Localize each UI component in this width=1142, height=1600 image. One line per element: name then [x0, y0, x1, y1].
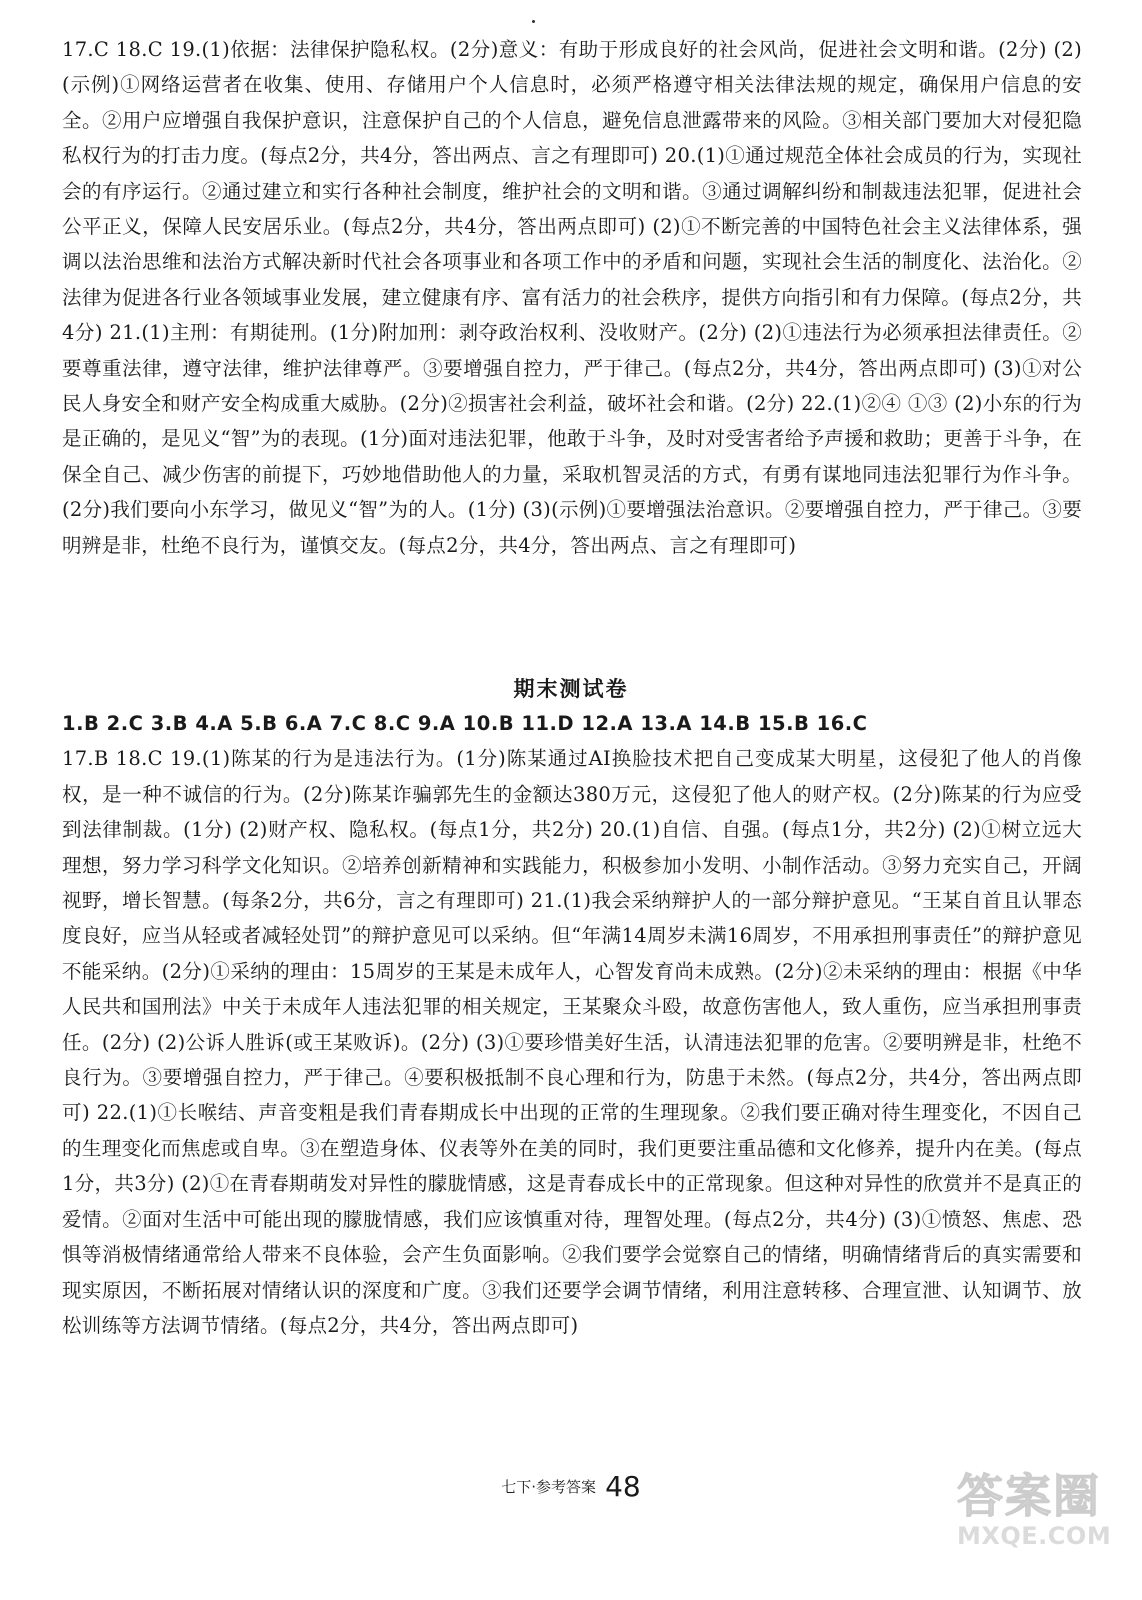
multiple-choice-answers: 1.B 2.C 3.B 4.A 5.B 6.A 7.C 8.C 9.A 10.B 11.D 12.A 13.A 14.B 15.B 16.C — [62, 712, 868, 735]
answer-paragraph: 17.C 18.C 19.(1)依据：法律保护隐私权。(2分)意义：有助于形成良好的社会风尚，促进社会文明和谐。(2分) (2)(示例)①网络运营者在收集、使用、存储用户个人信息时，必须严格遵守相关法律法规的规定，确保用户信息的安全。②用户应增强自我保护意识，注意保护自己的个人信息，避免信息泄露带来的风险。③相关部门要加大对侵犯隐私权行为的打击力度。(每点2分，共4分，答出两点、言之有理即可) 20.(1)①通过规范全体社会成员的行为，实现社会的有序运行。②通过建立和实行各种社会制度，维护社会的文明和谐。③通过调解纠纷和制裁违法犯罪，促进社会公平正义，保障人民安居乐业。(每点2分，共4分，答出两点即可) (2)①不断完善的中国特色社会主义法律体系，强调以法治思维和法治方式解决新时代社会各项事业和各项工作中的矛盾和问题，实现社会生活的制度化、法治化。②法律为促进各行业各领域事业发展，建立健康有序、富有活力的社会秩序，提供方向指引和有力保障。(每点2分，共4分) 21.(1)主刑：有期徒刑。(1分)附加刑：剥夺政治权利、没收财产。(2分) (2)①违法行为必须承担法律责任。②要尊重法律，遵守法律，维护法律尊严。③要增强自控力，严于律己。(每点2分，共4分，答出两点即可) (3)①对公民人身安全和财产安全构成重大威胁。(2分)②损害社会利益，破坏社会和谐。(2分) 22.(1)②④ ①③ (2)小东的行为是正确的，是见义“智”为的表现。(1分)面对违法犯罪，他敢于斗争，及时对受害者给予声援和救助；更善于斗争，在保全自己、减少伤害的前提下，巧妙地借助他人的力量，采取机智灵活的方式，有勇有谋地同违法犯罪行为作斗争。(2分)我们要向小东学习，做见义“智”为的人。(1分) (3)(示例)①要增强法治意识。②要增强自控力，严于律己。③要明辨是非，杜绝不良行为，谨慎交友。(每点2分，共4分，答出两点、言之有理即可) — [62, 38, 1082, 557]
answer-paragraph: 17.B 18.C 19.(1)陈某的行为是违法行为。(1分)陈某通过AI换脸技术把自己变成某大明星，这侵犯了他人的肖像权，是一种不诚信的行为。(2分)陈某诈骗郭先生的金额达380万元，这侵犯了他人的财产权。(2分)陈某的行为应受到法律制裁。(1分) (2)财产权、隐私权。(每点1分，共2分) 20.(1)自信、自强。(每点1分，共2分) (2)①树立远大理想，努力学习科学文化知识。②培养创新精神和实践能力，积极参加小发明、小制作活动。③努力充实自己，开阔视野，增长智慧。(每条2分，共6分，言之有理即可) 21.(1)我会采纳辩护人的一部分辩护意见。“王某自首且认罪态度良好，应当从轻或者减轻处罚”的辩护意见可以采纳。但“年满14周岁未满16周岁，不用承担刑事责任”的辩护意见不能采纳。(2分)①采纳的理由：15周岁的王某是未成年人，心智发育尚未成熟。(2分)②未采纳的理由：根据《中华人民共和国刑法》中关于未成年人违法犯罪的相关规定，王某聚众斗殴，故意伤害他人，致人重伤，应当承担刑事责任。(2分) (2)公诉人胜诉(或王某败诉)。(2分) (3)①要珍惜美好生活，认清违法犯罪的危害。②要明辨是非，杜绝不良行为。③要增强自控力，严于律己。④要积极抵制不良心理和行为，防患于未然。(每点2分，共4分，答出两点即可) 22.(1)①长喉结、声音变粗是我们青春期成长中出现的正常的生理现象。②我们要正确对待生理变化，不因自己的生理变化而焦虑或自卑。③在塑造身体、仪表等外在美的同时，我们更要注重品德和文化修养，提升内在美。(每点1分，共3分) (2)①在青春期萌发对异性的朦胧情感，这是青春成长中的正常现象。但这种对异性的欣赏并不是真正的爱情。②面对生活中可能出现的朦胧情感，我们应该慎重对待，理智处理。(每点2分，共4分) (3)①愤怒、焦虑、恐惧等消极情绪通常给人带来不良体验，会产生负面影响。②我们要学会觉察自己的情绪，明确情绪背后的真实需要和现实原因，不断拓展对情绪认识的深度和广度。③我们还要学会调节情绪，利用注意转移、合理宣泄、认知调节、放松训练等方法调节情绪。(每点2分，共4分，答出两点即可) — [62, 747, 1082, 1337]
top-dot-mark — [532, 20, 535, 23]
footer-label: 七下·参考答案 — [501, 1478, 597, 1496]
page-number: 48 — [605, 1470, 641, 1503]
watermark-cn: 答案圈 — [957, 1469, 1101, 1523]
answer-block-unit — [62, 32, 1082, 563]
watermark-en: MXQE.COM — [957, 1522, 1112, 1550]
answer-block-final-exam — [62, 706, 1082, 1343]
section-title: 期末测试卷 — [513, 677, 629, 701]
watermark-logo — [957, 1470, 1122, 1560]
